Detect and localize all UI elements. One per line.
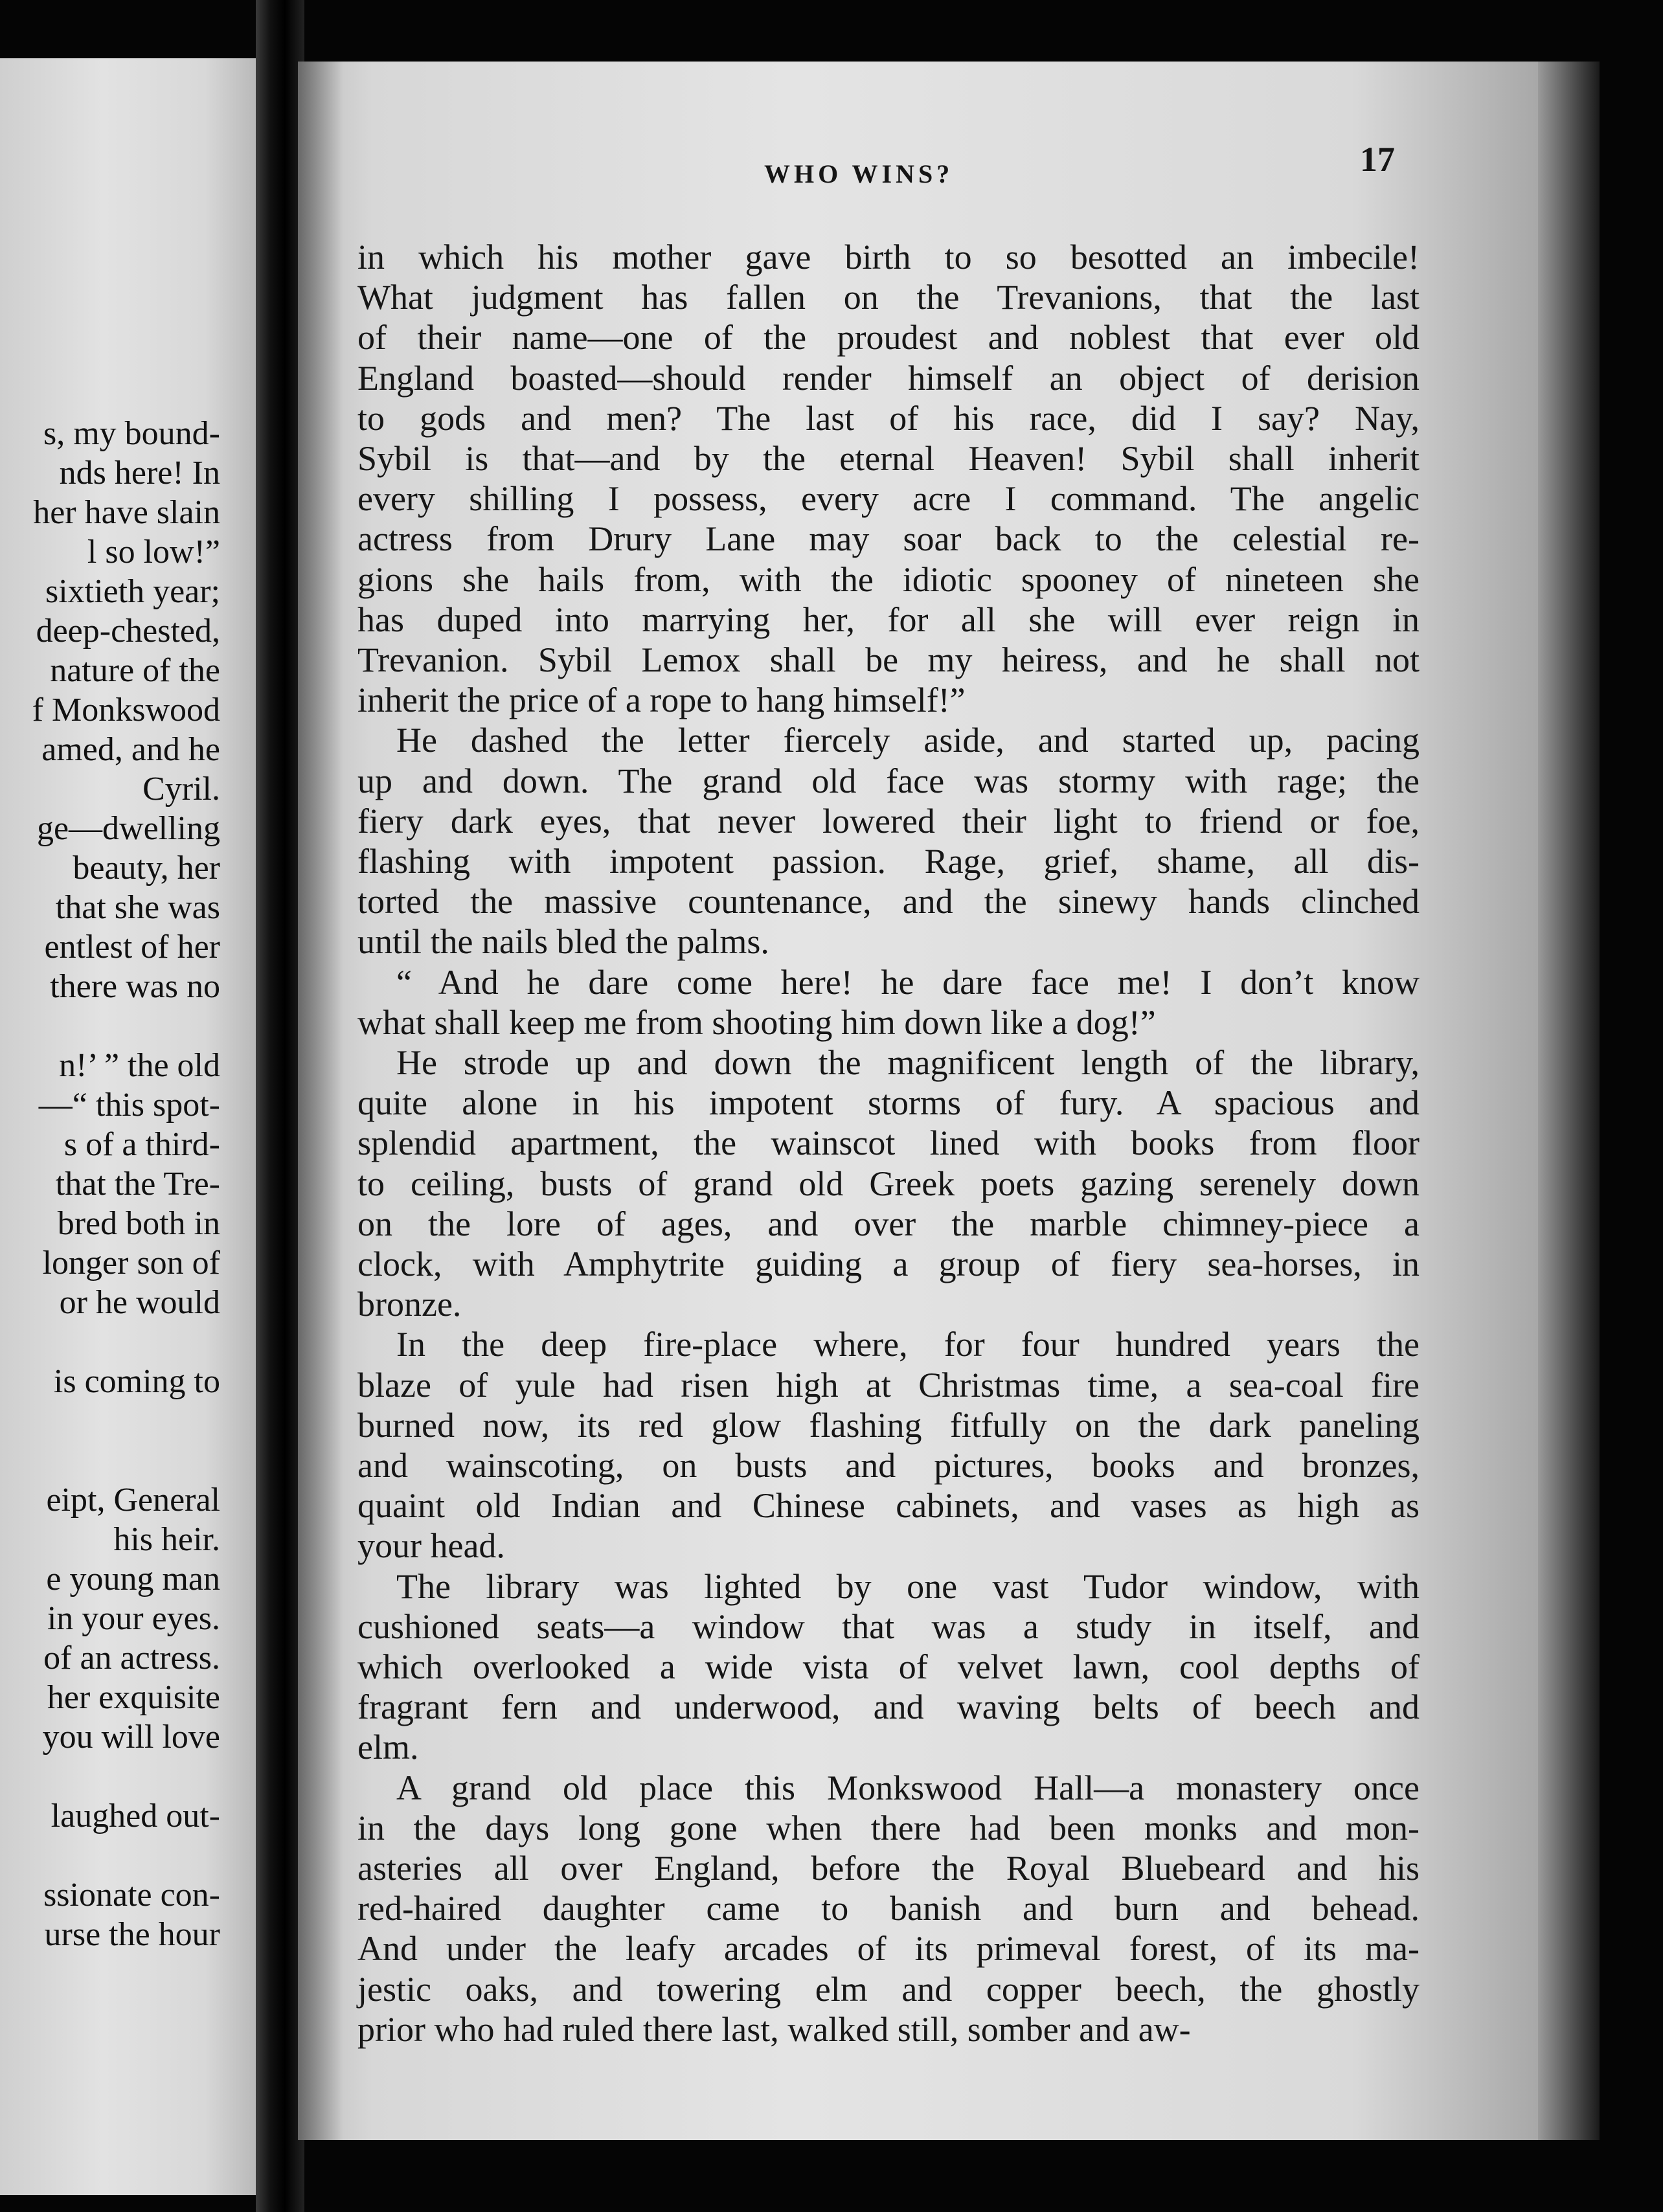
left-page-line: of an actress. (43, 1640, 220, 1676)
text-line: Sybil is that—and by the eternal Heaven! Sybil shall inherit (357, 439, 1420, 478)
left-page-line: l so low!” (87, 534, 220, 570)
left-page-line: is coming to (53, 1363, 220, 1400)
text-line: your head. (357, 1526, 505, 1565)
text-line: bronze. (357, 1285, 462, 1324)
left-page-line: nature of the (50, 652, 220, 689)
text-line: What judgment has fallen on the Trevanions, that the last (357, 278, 1420, 317)
left-page-line: f Monkswood (32, 692, 220, 728)
left-page-line: ge—dwelling (36, 810, 220, 847)
left-page-line: s of a third- (63, 1126, 220, 1163)
left-page-line: there was no (50, 968, 220, 1005)
text-line: to gods and men? The last of his race, did I say? Nay, (357, 399, 1420, 438)
left-page-line: n!’ ” the old (59, 1047, 220, 1084)
text-line: clock, with Amphytrite guiding a group of fiery sea-horses, in (357, 1245, 1420, 1283)
text-line: prior who had ruled there last, walked still, somber and aw- (357, 2010, 1191, 2049)
text-line: quite alone in his impotent storms of fury. A spacious and (357, 1083, 1420, 1122)
text-line: asteries all over England, before the Royal Bluebeard and his (357, 1849, 1420, 1888)
left-page-line: eipt, General (46, 1482, 220, 1518)
left-page-line: —“ this spot- (38, 1087, 220, 1123)
text-line: splendid apartment, the wainscot lined with books from floor (357, 1123, 1420, 1162)
text-line: jestic oaks, and towering elm and copper beech, the ghostly (357, 1970, 1420, 2009)
text-line: until the nails bled the palms. (357, 922, 769, 961)
page-number: 17 (1360, 140, 1395, 179)
left-page-line: that the Tre- (55, 1166, 220, 1202)
left-page-line: bred both in (57, 1205, 220, 1242)
text-line: elm. (357, 1728, 419, 1766)
text-line: torted the massive countenance, and the sinewy hands clinched (357, 882, 1420, 921)
left-page-line: you will love (42, 1719, 220, 1755)
text-line: which overlooked a wide vista of velvet lawn, cool depths of (357, 1647, 1420, 1686)
left-page-line: e young man (46, 1561, 220, 1597)
left-page-line: his heir. (113, 1521, 220, 1558)
text-line: England boasted—should render himself an object of derision (357, 359, 1420, 398)
text-line: A grand old place this Monkswood Hall—a monastery once (396, 1768, 1420, 1807)
text-line: up and down. The grand old face was stormy with rage; the (357, 762, 1420, 800)
left-page-line: Cyril. (142, 771, 220, 807)
left-page-line: sixtieth year; (45, 573, 220, 610)
left-facing-page (0, 58, 256, 2195)
text-line: every shilling I possess, every acre I command. The angelic (357, 479, 1420, 518)
right-page (298, 62, 1538, 2140)
left-page-line: her exquisite (47, 1679, 220, 1716)
text-line: and wainscoting, on busts and pictures, books and bronzes, (357, 1446, 1420, 1485)
text-line: of their name—one of the proudest and noblest that ever old (357, 318, 1420, 357)
text-line: He dashed the letter fiercely aside, and started up, pacing (396, 721, 1420, 760)
running-head: WHO WINS? (764, 159, 954, 188)
left-page-line: ssionate con- (43, 1877, 220, 1913)
left-page-line: her have slain (33, 494, 220, 531)
text-line: fragrant fern and underwood, and waving belts of beech and (357, 1687, 1420, 1726)
text-line: actress from Drury Lane may soar back to the celestial re- (357, 519, 1420, 558)
book-gutter (256, 0, 304, 2212)
text-line: gions she hails from, with the idiotic spooney of nineteen she (357, 560, 1420, 599)
text-line: He strode up and down the magnificent length of the library, (396, 1043, 1420, 1082)
text-line: “ And he dare come here! he dare face me! I don’t know (396, 963, 1420, 1002)
left-page-line: that she was (55, 889, 220, 926)
text-line: what shall keep me from shooting him down like a dog!” (357, 1003, 1156, 1042)
text-line: cushioned seats—a window that was a study in itself, and (357, 1607, 1420, 1646)
left-page-line: urse the hour (44, 1916, 220, 1953)
left-page-line: beauty, her (73, 850, 220, 886)
left-page-line: longer son of (42, 1245, 220, 1281)
text-line: in the days long gone when there had been monks and mon- (357, 1809, 1420, 1847)
text-line: inherit the price of a rope to hang himself!” (357, 681, 966, 719)
text-line: blaze of yule had risen high at Christmas time, a sea-coal fire (357, 1366, 1420, 1405)
left-page-line: or he would (59, 1284, 220, 1321)
text-line: Trevanion. Sybil Lemox shall be my heiress, and he shall not (357, 640, 1420, 679)
left-page-line: nds here! In (59, 455, 220, 491)
text-line: And under the leafy arcades of its primeval forest, of its ma- (357, 1929, 1420, 1968)
text-line: red-haired daughter came to banish and burn and behead. (357, 1889, 1420, 1928)
text-line: fiery dark eyes, that never lowered their light to friend or foe, (357, 802, 1420, 841)
left-page-line: in your eyes. (47, 1600, 220, 1637)
text-line: The library was lighted by one vast Tudor window, with (396, 1567, 1420, 1606)
page-edge-shadow (1538, 62, 1600, 2140)
left-page-line: laughed out- (51, 1798, 220, 1834)
left-page-line: amed, and he (41, 731, 220, 768)
text-line: burned now, its red glow flashing fitfully on the dark paneling (357, 1406, 1420, 1445)
text-line: to ceiling, busts of grand old Greek poets gazing serenely down (357, 1164, 1420, 1203)
page-curve-shadow (298, 62, 343, 2140)
left-page-line: entlest of her (44, 929, 220, 965)
text-line: quaint old Indian and Chinese cabinets, and vases as high as (357, 1486, 1420, 1525)
text-line: has duped into marrying her, for all she will ever reign in (357, 600, 1420, 639)
text-line: on the lore of ages, and over the marble chimney-piece a (357, 1204, 1420, 1243)
text-line: In the deep fire-place where, for four hundred years the (396, 1325, 1420, 1364)
text-line: in which his mother gave birth to so besotted an imbecile! (357, 238, 1420, 276)
left-page-line: deep-chested, (36, 613, 220, 649)
left-page-line: s, my bound- (43, 415, 220, 452)
text-line: flashing with impotent passion. Rage, grief, shame, all dis- (357, 842, 1420, 881)
